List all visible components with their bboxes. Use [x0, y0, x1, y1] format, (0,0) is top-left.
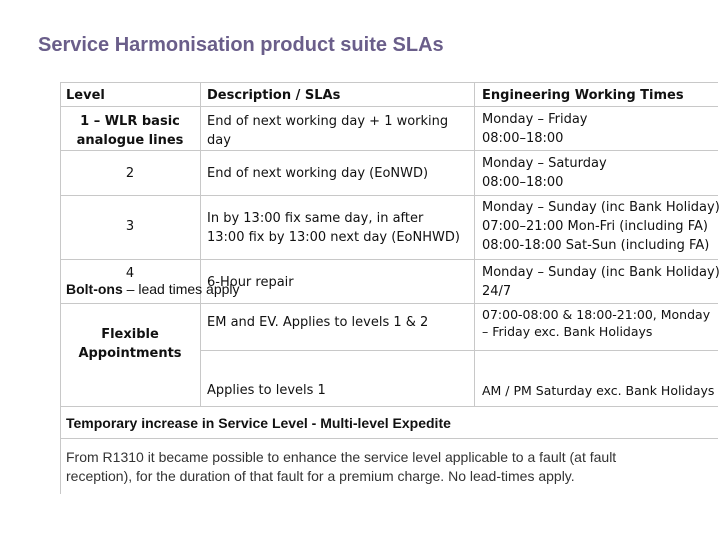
level-3-working-times: [482, 198, 720, 255]
level-1-working-times: [482, 110, 588, 148]
level-column-divider-bolt-ons: [200, 303, 201, 406]
bolt-ons-heading-rest: – lead times apply: [122, 281, 240, 297]
temporary-divider: [60, 438, 718, 439]
level-2-label: 2: [125, 166, 135, 181]
level-3-times-line-2: 07:00–21:00 Mon-Fri (including FA): [482, 219, 708, 234]
flexible-appointments-line-2: Appointments: [78, 346, 182, 361]
level-4-label: 4: [125, 266, 135, 281]
row-divider-3: [60, 259, 718, 260]
temporary-increase-heading: Temporary increase in Service Level - Multi-level Expedite: [66, 415, 451, 431]
level-1-description-line-2: day: [207, 133, 231, 148]
level-2-times-line-1: Monday – Saturday: [482, 156, 607, 171]
bolt-ons-heading-bold: Bolt-ons: [66, 281, 123, 297]
temporary-increase-line-2: reception), for the duration of that fault for a premium charge. No lead-times apply.: [66, 468, 575, 484]
level-3-description-line-1: In by 13:00 fix same day, in after: [207, 211, 424, 226]
level-3-times-line-3: 08:00-18:00 Sat-Sun (including FA): [482, 238, 710, 253]
level-3-label: 3: [125, 219, 135, 234]
level-1-times-line-1: Monday – Friday: [482, 112, 588, 127]
level-4-times-line-1: Monday – Sunday (inc Bank Holiday): [482, 265, 720, 280]
level-4-working-times: [482, 263, 720, 301]
bolt-on-1-description: EM and EV. Applies to levels 1 & 2: [207, 315, 429, 330]
level-3-times-line-1: Monday – Sunday (inc Bank Holiday): [482, 200, 720, 215]
bolt-on-2-description: Applies to levels 1: [207, 383, 326, 398]
level-1-description-line-1: End of next working day + 1 working: [207, 114, 449, 129]
flexible-appointments-line-1: Flexible: [101, 327, 159, 342]
level-2-description: End of next working day (EoNWD): [207, 166, 429, 181]
bolt-on-1-times-line-1: 07:00-08:00 & 18:00-21:00, Monday: [482, 307, 711, 322]
level-column-divider-top: [200, 82, 201, 303]
row-divider-2: [60, 195, 718, 196]
bolt-on-2-working-times: AM / PM Saturday exc. Bank Holidays: [482, 383, 715, 398]
level-3-description: [207, 209, 471, 247]
temporary-increase-body: [66, 448, 706, 486]
level-1-label: [60, 112, 200, 150]
header-description: Description / SLAs: [207, 88, 341, 103]
level-4-times-line-2: 24/7: [482, 284, 512, 299]
page-title: Service Harmonisation product suite SLAs: [38, 34, 444, 56]
bolt-on-bottom-border: [60, 406, 718, 407]
level-1-description: [207, 112, 471, 150]
header-level: Level: [66, 88, 105, 103]
bolt-on-divider: [200, 350, 718, 351]
header-divider: [60, 106, 718, 107]
level-3-description-line-2: 13:00 fix by 13:00 next day (EoNHWD): [207, 230, 460, 245]
table-top-border: [60, 82, 718, 83]
description-column-divider-bolt-ons: [474, 303, 475, 406]
flexible-appointments-label: [60, 325, 200, 363]
row-divider-1: [60, 150, 718, 151]
bolt-on-1-working-times: [482, 306, 710, 340]
bolt-on-1-times-line-2: – Friday exc. Bank Holidays: [482, 324, 653, 339]
level-4-description: 6-Hour repair: [207, 275, 294, 290]
level-2-times-line-2: 08:00–18:00: [482, 175, 564, 190]
description-column-divider-top: [474, 82, 475, 303]
row-divider-4: [60, 303, 718, 304]
temporary-increase-line-1: From R1310 it became possible to enhance the service level applicable to a fault (at fault: [66, 449, 617, 465]
level-1-line-2: analogue lines: [76, 133, 184, 148]
level-1-line-1: 1 – WLR basic: [80, 114, 180, 129]
header-working-times: Engineering Working Times: [482, 88, 684, 103]
level-2-working-times: [482, 154, 607, 192]
bolt-ons-heading: [66, 281, 240, 297]
level-1-times-line-2: 08:00–18:00: [482, 131, 564, 146]
